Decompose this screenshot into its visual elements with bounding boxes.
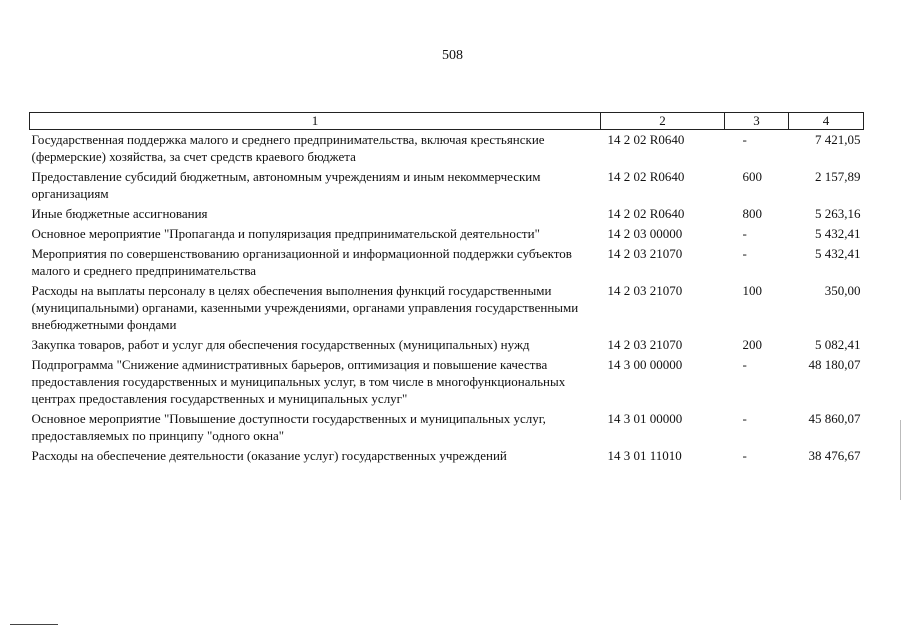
row-code: 14 2 03 00000 — [607, 226, 683, 241]
row-name: Расходы на обеспечение деятельности (оказание услуг) государственных учреждений — [31, 448, 507, 463]
table-row — [30, 355, 864, 409]
row-amount: 5 432,41 — [815, 226, 861, 241]
table-row — [30, 204, 864, 224]
row-name: Основное мероприятие "Повышение доступности государственных и муниципальных услуг, предоставляемых по принципу "одного окна" — [31, 411, 546, 443]
table-row — [30, 130, 864, 168]
row-type: 100 — [742, 283, 762, 298]
row-amount: 2 157,89 — [815, 169, 861, 184]
row-type: - — [742, 132, 747, 147]
row-name: Расходы на выплаты персоналу в целях обеспечения выполнения функций государственными (муниципальными) органами, казенными учреждениями, органами управления государственными внебюджетными фондами — [31, 283, 579, 332]
row-name: Иные бюджетные ассигнования — [31, 206, 208, 221]
row-amount: 350,00 — [824, 283, 861, 298]
row-name: Подпрограмма "Снижение административных барьеров, оптимизация и повышение качества предоставления государственных и муниципальных услуг, в том числе в многофункциональных центрах предоставления государственных и муниципальных услуг" — [31, 357, 566, 406]
row-type: 200 — [742, 337, 762, 352]
row-type: - — [742, 246, 747, 261]
row-amount: 5 082,41 — [815, 337, 861, 352]
row-type: - — [742, 226, 747, 241]
row-name: Закупка товаров, работ и услуг для обеспечения государственных (муниципальных) нужд — [31, 337, 530, 352]
row-amount: 38 476,67 — [808, 448, 861, 463]
table-row — [30, 446, 864, 466]
row-type: - — [742, 357, 747, 372]
budget-table — [29, 112, 864, 466]
row-code: 14 2 02 R0640 — [607, 132, 685, 147]
row-code: 14 3 01 11010 — [607, 448, 682, 463]
row-name: Мероприятия по совершенствованию организационной и информационной поддержки субъектов малого и среднего предпринимательства — [31, 246, 572, 278]
row-name: Государственная поддержка малого и среднего предпринимательства, включая крестьянские (фермерские) хозяйства, за счет средств краевого бюджета — [31, 132, 545, 164]
row-type: 800 — [742, 206, 762, 221]
row-type: - — [742, 448, 747, 463]
row-code: 14 2 03 21070 — [607, 337, 683, 352]
row-type: 600 — [742, 169, 762, 184]
row-code: 14 2 03 21070 — [607, 283, 683, 298]
row-code: 14 2 03 21070 — [607, 246, 683, 261]
table-row — [30, 167, 864, 204]
header-col-type: 3 — [725, 113, 789, 130]
row-name: Предоставление субсидий бюджетным, автономным учреждениям и иным некоммерческим организациям — [31, 169, 541, 201]
table-row — [30, 335, 864, 355]
row-amount: 7 421,05 — [815, 132, 861, 147]
page-number: 508 — [442, 48, 463, 63]
row-code: 14 2 02 R0640 — [607, 169, 685, 184]
table-header-row — [30, 113, 864, 130]
row-name: Основное мероприятие "Пропаганда и популяризация предпринимательской деятельности" — [31, 226, 540, 241]
scan-edge-mark — [900, 420, 901, 500]
row-amount: 48 180,07 — [808, 357, 861, 372]
table-row — [30, 281, 864, 335]
row-amount: 5 432,41 — [815, 246, 861, 261]
row-amount: 45 860,07 — [808, 411, 861, 426]
row-code: 14 3 01 00000 — [607, 411, 683, 426]
header-col-code: 2 — [601, 113, 725, 130]
table-row — [30, 224, 864, 244]
row-amount: 5 263,16 — [815, 206, 861, 221]
header-col-name: 1 — [30, 113, 601, 130]
row-code: 14 3 00 00000 — [607, 357, 683, 372]
footer-rule — [10, 624, 58, 625]
row-code: 14 2 02 R0640 — [607, 206, 685, 221]
row-type: - — [742, 411, 747, 426]
table-row — [30, 409, 864, 446]
header-col-amount: 4 — [789, 113, 864, 130]
table-row — [30, 244, 864, 281]
